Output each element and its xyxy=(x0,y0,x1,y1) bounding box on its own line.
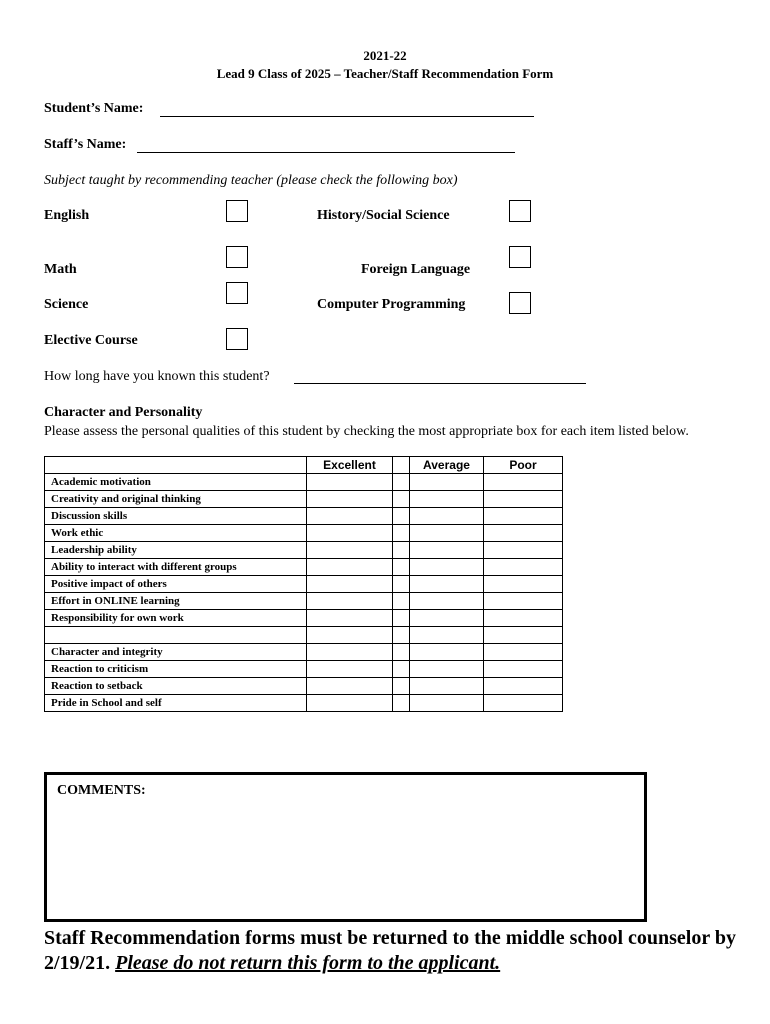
rating-cell-spacer xyxy=(393,576,410,593)
rating-cell-excellent[interactable] xyxy=(307,559,393,576)
rating-cell-average[interactable] xyxy=(410,474,484,491)
rating-item-label: Character and integrity xyxy=(45,644,307,661)
table-row xyxy=(45,576,563,593)
rating-cell-poor[interactable] xyxy=(484,593,563,610)
subject-history-label: History/Social Science xyxy=(317,208,450,223)
rating-cell-poor[interactable] xyxy=(484,695,563,712)
rating-cell-excellent[interactable] xyxy=(307,610,393,627)
rating-cell-poor[interactable] xyxy=(484,474,563,491)
subject-elective-label: Elective Course xyxy=(44,333,138,348)
staff-name-label: Staff’s Name: xyxy=(44,137,127,152)
rating-cell-excellent[interactable] xyxy=(307,661,393,678)
rating-cell-average[interactable] xyxy=(410,491,484,508)
rating-cell-poor[interactable] xyxy=(484,661,563,678)
rating-cell-average[interactable] xyxy=(410,627,484,644)
character-instruction: Please assess the personal qualities of this student by checking the most appropriate box for each item listed below. xyxy=(44,424,689,439)
rating-cell-spacer xyxy=(393,559,410,576)
rating-header-row xyxy=(45,457,563,474)
table-row xyxy=(45,474,563,491)
subject-computer-programming-checkbox[interactable] xyxy=(509,292,531,314)
rating-cell-excellent[interactable] xyxy=(307,678,393,695)
known-duration-label: How long have you known this student? xyxy=(44,369,270,384)
rating-item-label: Responsibility for own work xyxy=(45,610,307,627)
rating-cell-average[interactable] xyxy=(410,525,484,542)
column-poor: Poor xyxy=(484,457,563,474)
rating-cell-poor[interactable] xyxy=(484,491,563,508)
rating-cell-spacer xyxy=(393,610,410,627)
table-row xyxy=(45,542,563,559)
footer-emphasis: Please do not return this form to the applicant. xyxy=(115,952,501,974)
rating-cell-average[interactable] xyxy=(410,508,484,525)
column-spacer xyxy=(393,457,410,474)
rating-cell-spacer xyxy=(393,593,410,610)
rating-cell-excellent[interactable] xyxy=(307,627,393,644)
rating-item-label: Creativity and original thinking xyxy=(45,491,307,508)
rating-cell-excellent[interactable] xyxy=(307,593,393,610)
rating-cell-average[interactable] xyxy=(410,678,484,695)
table-row xyxy=(45,644,563,661)
rating-cell-average[interactable] xyxy=(410,695,484,712)
subject-instruction: Subject taught by recommending teacher (please check the following box) xyxy=(44,173,458,188)
rating-item-label: Academic motivation xyxy=(45,474,307,491)
rating-cell-spacer xyxy=(393,508,410,525)
rating-cell-spacer xyxy=(393,627,410,644)
rating-cell-excellent[interactable] xyxy=(307,525,393,542)
footer-notice xyxy=(44,926,744,976)
rating-item-label: Ability to interact with different groups xyxy=(45,559,307,576)
rating-cell-excellent[interactable] xyxy=(307,491,393,508)
column-excellent: Excellent xyxy=(307,457,393,474)
known-duration-field[interactable] xyxy=(294,383,586,384)
rating-cell-excellent[interactable] xyxy=(307,644,393,661)
rating-header-blank xyxy=(45,457,307,474)
table-row xyxy=(45,695,563,712)
table-row xyxy=(45,559,563,576)
form-year: 2021-22 xyxy=(363,48,407,63)
rating-cell-spacer xyxy=(393,525,410,542)
subject-science-label: Science xyxy=(44,297,89,312)
rating-cell-spacer xyxy=(393,695,410,712)
rating-cell-poor[interactable] xyxy=(484,627,563,644)
rating-cell-excellent[interactable] xyxy=(307,474,393,491)
student-name-label: Student’s Name: xyxy=(44,101,144,116)
rating-item-label: Leadership ability xyxy=(45,542,307,559)
rating-item-label xyxy=(45,627,307,644)
rating-cell-average[interactable] xyxy=(410,644,484,661)
subject-computer-programming-label: Computer Programming xyxy=(317,297,466,312)
rating-cell-excellent[interactable] xyxy=(307,576,393,593)
comments-box[interactable] xyxy=(44,772,647,922)
rating-cell-poor[interactable] xyxy=(484,559,563,576)
table-row xyxy=(45,593,563,610)
form-title: Lead 9 Class of 2025 – Teacher/Staff Recommendation Form xyxy=(216,66,554,81)
rating-cell-poor[interactable] xyxy=(484,542,563,559)
rating-item-label: Work ethic xyxy=(45,525,307,542)
rating-cell-average[interactable] xyxy=(410,610,484,627)
rating-cell-spacer xyxy=(393,644,410,661)
rating-cell-poor[interactable] xyxy=(484,644,563,661)
column-average: Average xyxy=(410,457,484,474)
table-row xyxy=(45,491,563,508)
table-row xyxy=(45,627,563,644)
rating-cell-poor[interactable] xyxy=(484,678,563,695)
rating-item-label: Effort in ONLINE learning xyxy=(45,593,307,610)
table-row xyxy=(45,525,563,542)
subject-foreign-language-checkbox[interactable] xyxy=(509,246,531,268)
rating-cell-poor[interactable] xyxy=(484,610,563,627)
subject-foreign-language-label: Foreign Language xyxy=(361,262,471,277)
subject-math-label: Math xyxy=(44,262,77,277)
character-heading: Character and Personality xyxy=(44,405,203,420)
table-row xyxy=(45,678,563,695)
rating-item-label: Pride in School and self xyxy=(45,695,307,712)
subject-science-checkbox[interactable] xyxy=(226,282,248,304)
rating-cell-spacer xyxy=(393,491,410,508)
rating-cell-excellent[interactable] xyxy=(307,695,393,712)
rating-cell-spacer xyxy=(393,542,410,559)
rating-cell-spacer xyxy=(393,661,410,678)
rating-cell-average[interactable] xyxy=(410,593,484,610)
student-name-field[interactable] xyxy=(160,116,534,117)
table-row xyxy=(45,610,563,627)
staff-name-field[interactable] xyxy=(137,152,515,153)
rating-cell-spacer xyxy=(393,678,410,695)
rating-item-label: Reaction to setback xyxy=(45,678,307,695)
table-row xyxy=(45,508,563,525)
rating-cell-poor[interactable] xyxy=(484,576,563,593)
subject-english-label: English xyxy=(44,208,90,223)
rating-item-label: Positive impact of others xyxy=(45,576,307,593)
rating-cell-average[interactable] xyxy=(410,542,484,559)
rating-cell-poor[interactable] xyxy=(484,525,563,542)
subject-math-checkbox[interactable] xyxy=(226,246,248,268)
rating-cell-average[interactable] xyxy=(410,576,484,593)
footer-text: Staff Recommendation forms must be returned to the middle school counselor by 2/19/21. xyxy=(44,927,737,974)
rating-item-label: Discussion skills xyxy=(45,508,307,525)
rating-cell-average[interactable] xyxy=(410,661,484,678)
comments-label: COMMENTS: xyxy=(57,783,146,798)
table-row xyxy=(45,661,563,678)
rating-table xyxy=(44,456,563,712)
subject-elective-checkbox[interactable] xyxy=(226,328,248,350)
rating-item-label: Reaction to criticism xyxy=(45,661,307,678)
rating-cell-poor[interactable] xyxy=(484,508,563,525)
rating-cell-excellent[interactable] xyxy=(307,508,393,525)
subject-english-checkbox[interactable] xyxy=(226,200,248,222)
rating-cell-average[interactable] xyxy=(410,559,484,576)
rating-cell-spacer xyxy=(393,474,410,491)
rating-cell-excellent[interactable] xyxy=(307,542,393,559)
subject-history-checkbox[interactable] xyxy=(509,200,531,222)
